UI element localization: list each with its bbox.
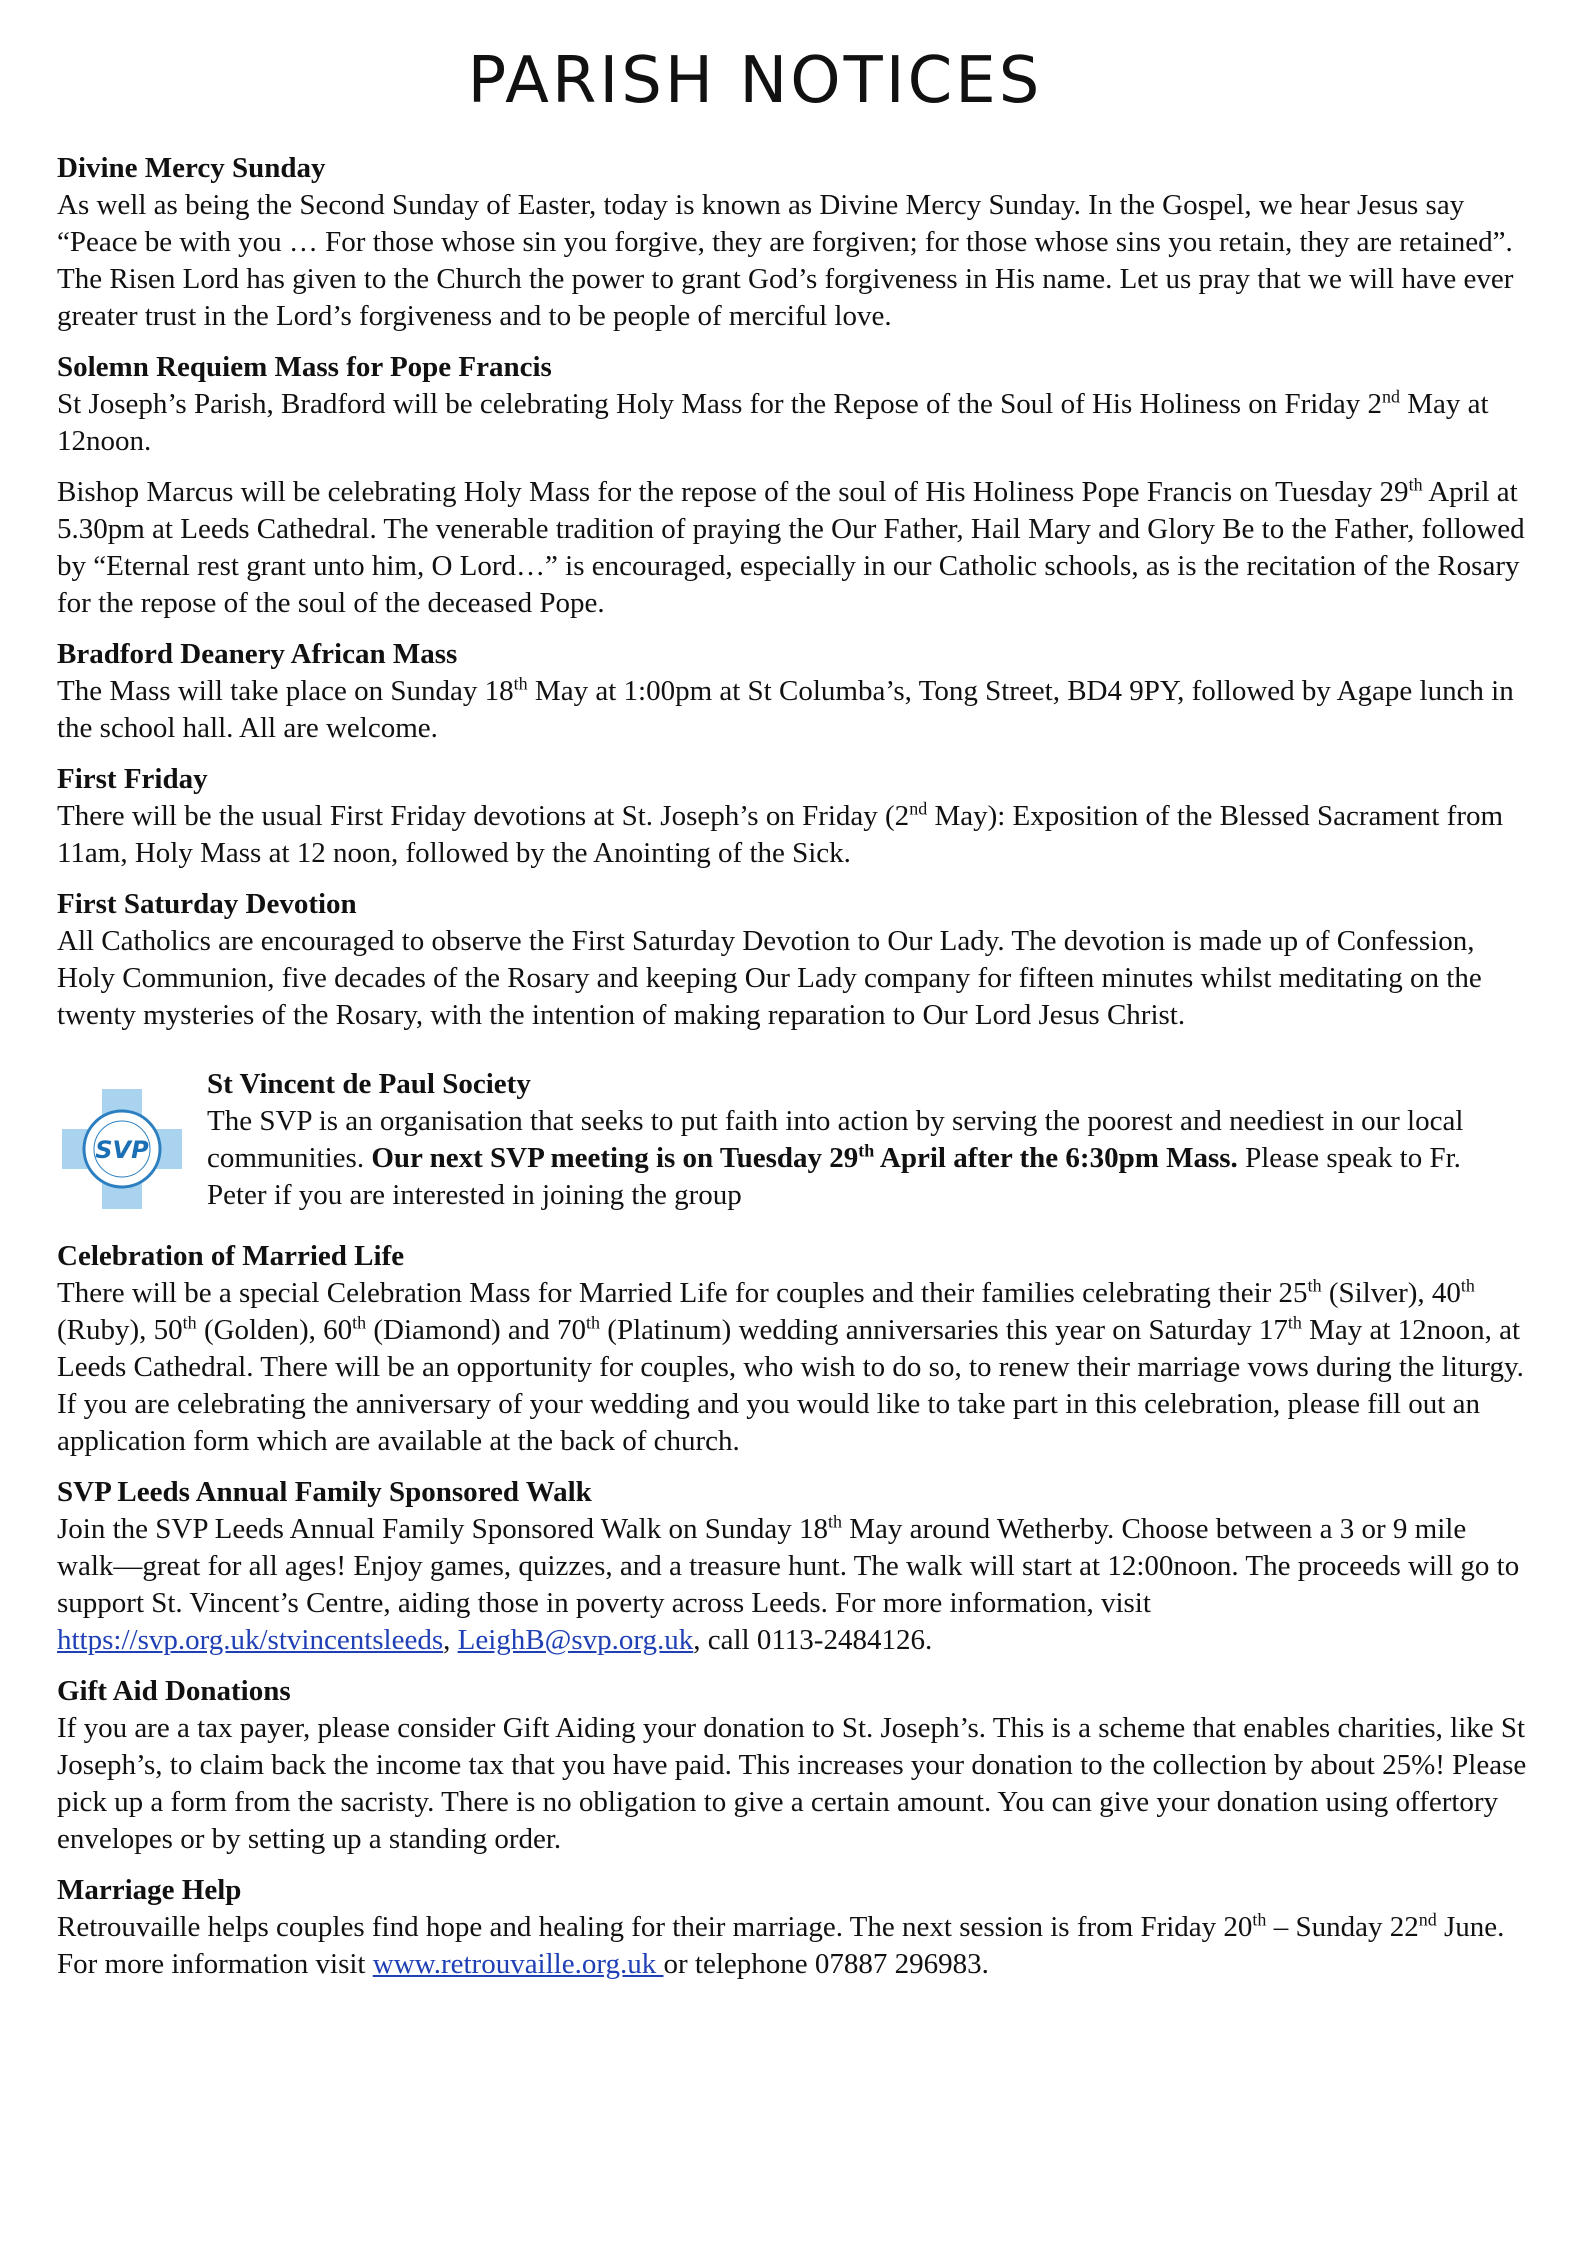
notice-body: Join the SVP Leeds Annual Family Sponsored Walk on Sunday 18th May around Wetherby. Choose between a 3 or 9 mile walk—great for all ages! Enjoy games, quizzes, and a treasure hunt. The walk will start at 12:00noon. The proceeds will go to support St. Vincent’s Centre, aiding those in poverty across Leeds. For more information, visit https://svp.org.uk/stvincentsleeds, LeighB@svp.org.uk, call 0113-2484126. [57,1511,1520,1656]
notices-content [57,150,1527,1997]
svp-email-link[interactable]: LeighB@svp.org.uk [457,1624,694,1656]
notice-married-life [57,1238,1527,1460]
svp-text [207,1066,1527,1214]
notice-marriage-help [57,1872,1527,1983]
notice-heading: Solemn Requiem Mass for Pope Francis [57,351,552,383]
notice-body: Bishop Marcus will be celebrating Holy Mass for the repose of the soul of His Holiness Pope Francis on Tuesday 29th April at 5.30pm at Leeds Cathedral. The venerable tradition of praying the Our Father, Hail Mary and Glory Be to the Father, followed by “Eternal rest grant unto him, O Lord…” is encouraged, especially in our Catholic schools, as is the recitation of the Rosary for the repose of the soul of the deceased Pope. [57,474,1525,619]
notice-body: St Joseph’s Parish, Bradford will be celebrating Holy Mass for the Repose of the Soul of His Holiness on Friday 2nd May at 12noon. [57,386,1489,457]
notice-body: There will be the usual First Friday devotions at St. Joseph’s on Friday (2nd May): Exposition of the Blessed Sacrament from 11am, Holy Mass at 12 noon, followed by the Anointing of the Sick. [57,798,1504,869]
notice-body: The SVP is an organisation that seeks to put faith into action by serving the poorest and neediest in our local communities. Our next SVP meeting is on Tuesday 29th April after the 6:30pm Mass. Please speak to Fr. Peter if you are interested in joining the group [207,1105,1464,1211]
svp-website-link[interactable]: https://svp.org.uk/stvincentsleeds [57,1624,444,1656]
notice-heading: St Vincent de Paul Society [207,1068,531,1100]
notice-heading: Celebration of Married Life [57,1240,405,1272]
svp-logo-icon [57,1084,207,1224]
notice-heading: Marriage Help [57,1874,242,1906]
notice-heading: Bradford Deanery African Mass [57,638,458,670]
notice-body: Retrouvaille helps couples find hope and healing for their marriage. The next session is from Friday 20th – Sunday 22nd June. For more information visit www.retrouvaille.org.uk or telephone 07887 296983. [57,1909,1505,1980]
notice-heading: First Saturday Devotion [57,888,357,920]
notice-heading: First Friday [57,763,208,795]
notice-first-saturday [57,886,1527,1034]
page-title: PARISH NOTICES [467,44,1043,118]
notice-heading: Divine Mercy Sunday [57,152,326,184]
notice-body: The Mass will take place on Sunday 18th May at 1:00pm at St Columba’s, Tong Street, BD4 9PY, followed by Agape lunch in the school hall. All are welcome. [57,673,1514,744]
notice-african-mass [57,636,1527,747]
notice-gift-aid [57,1673,1527,1858]
notice-svp-walk [57,1474,1527,1659]
notice-requiem-mass [57,349,1527,622]
notice-body: As well as being the Second Sunday of Easter, today is known as Divine Mercy Sunday. In the Gospel, we hear Jesus say “Peace be with you … For those whose sin you forgive, they are forgiven; for those whose sins you retain, they are retained”. The Risen Lord has given to the Church the power to grant God’s forgiveness in His name. Let us pray that we will have ever greater trust in the Lord’s forgiveness and to be people of merciful love. [57,189,1514,332]
notice-heading: SVP Leeds Annual Family Sponsored Walk [57,1476,592,1508]
notice-heading: Gift Aid Donations [57,1675,291,1707]
notice-divine-mercy [57,150,1527,335]
notice-body: If you are a tax payer, please consider Gift Aiding your donation to St. Joseph’s. This is a scheme that enables charities, like St Joseph’s, to claim back the income tax that you have paid. This increases your donation to the collection by about 25%! Please pick up a form from the sacristy. There is no obligation to give a certain amount. You can give your donation using offertory envelopes or by setting up a standing order. [57,1712,1527,1855]
notice-body: All Catholics are encouraged to observe the First Saturday Devotion to Our Lady. The devotion is made up of Confession, Holy Communion, five decades of the Rosary and keeping Our Lady company for fifteen minutes whilst meditating on the twenty mysteries of the Rosary, with the intention of making reparation to Our Lord Jesus Christ. [57,925,1482,1031]
notice-first-friday [57,761,1527,872]
svg-text:SVP: SVP [95,1136,149,1164]
notice-svp-society [57,1066,1527,1224]
retrouvaille-link[interactable]: www.retrouvaille.org.uk [372,1948,664,1980]
notice-body: There will be a special Celebration Mass for Married Life for couples and their families celebrating their 25th (Silver), 40th (Ruby), 50th (Golden), 60th (Diamond) and 70th (Platinum) wedding anniversaries this year on Saturday 17th May at 12noon, at Leeds Cathedral. There will be an opportunity for couples, who wish to do so, to renew their marriage vows during the liturgy. If you are celebrating the anniversary of your wedding and you would like to take part in this celebration, please fill out an application form which are available at the back of church. [57,1275,1524,1457]
